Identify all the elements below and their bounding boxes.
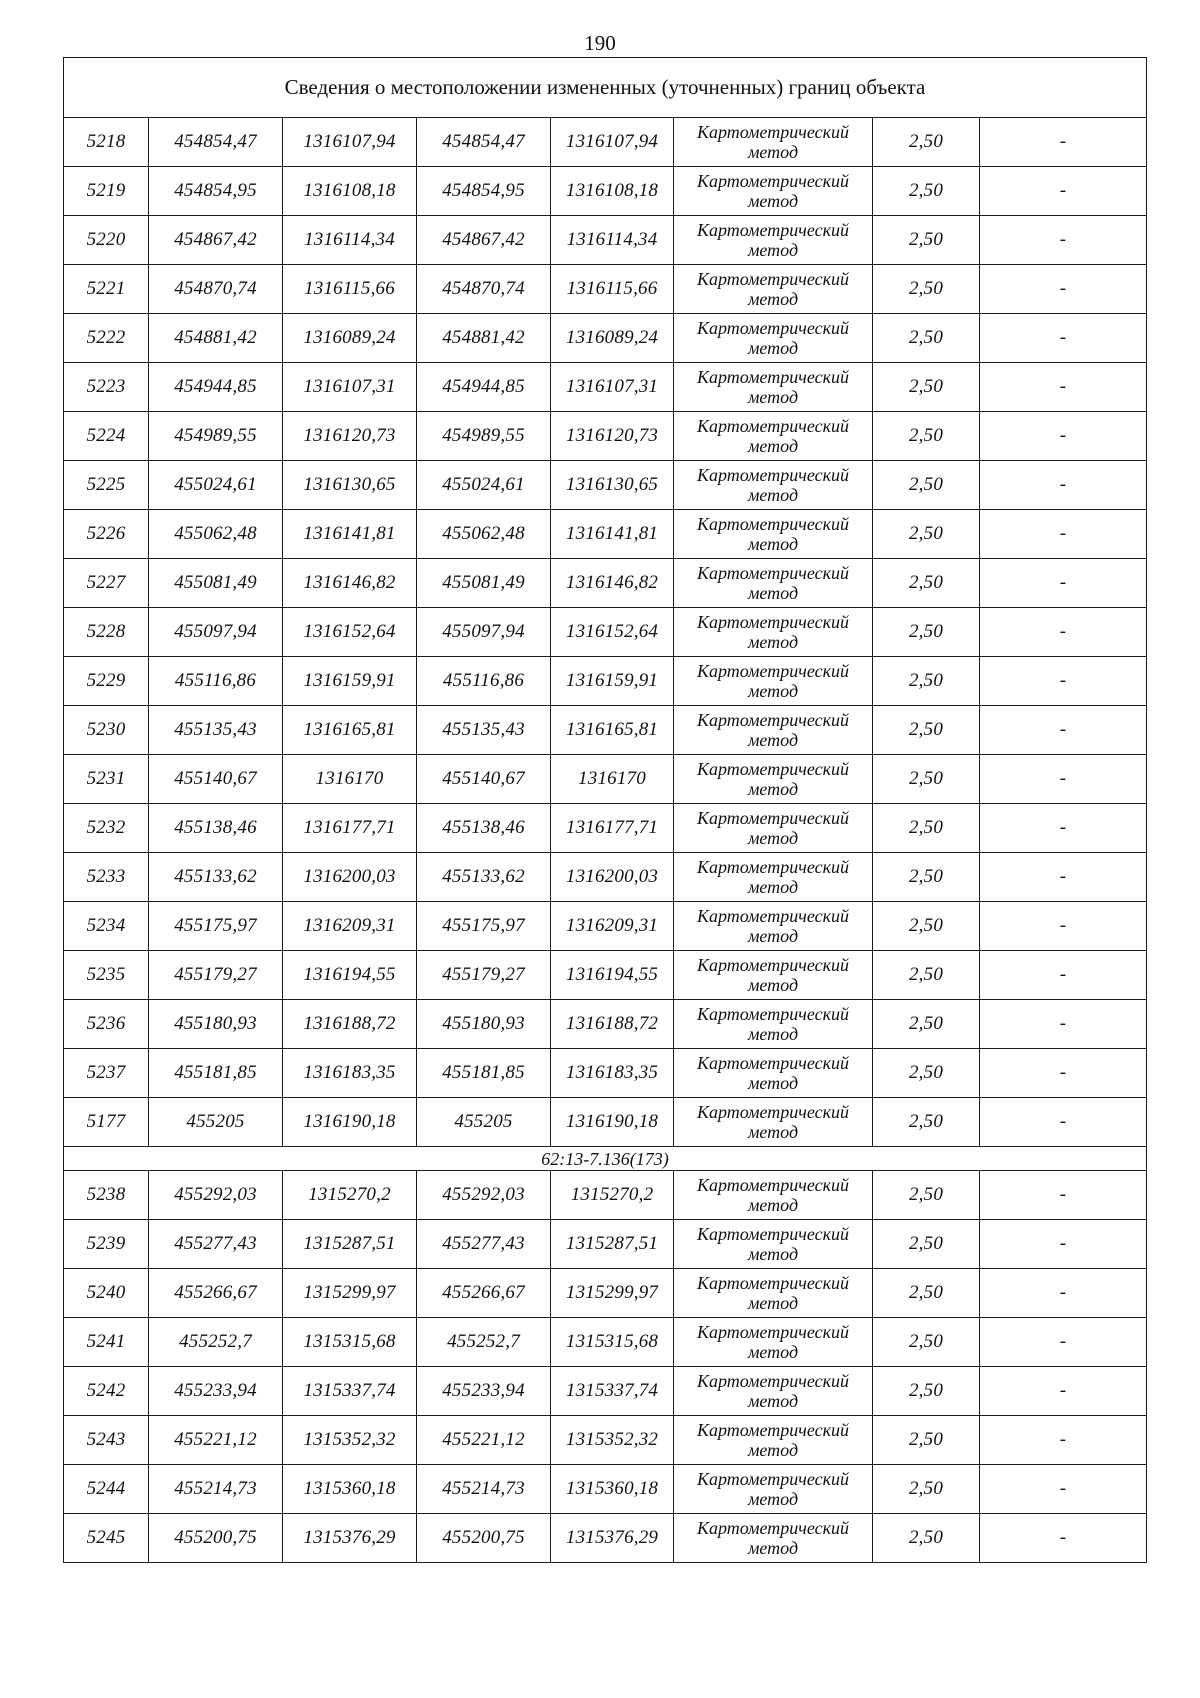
table-row [64,657,1147,706]
table-row [64,1514,1147,1563]
y-refined-cell: 1316120,73 [551,412,674,461]
x-refined-cell: 455097,94 [417,608,551,657]
table-body [64,58,1147,1563]
method-cell: Картометрический метод [674,853,873,902]
method-cell: Картометрический метод [674,706,873,755]
method-cell: Картометрический метод [674,755,873,804]
description-cell: - [980,1049,1147,1098]
x-existing-cell: 455097,94 [149,608,283,657]
point-number-cell: 5222 [64,314,149,363]
x-existing-cell: 455233,94 [149,1367,283,1416]
y-refined-cell: 1316115,66 [551,265,674,314]
method-cell: Картометрический метод [674,510,873,559]
y-existing-cell: 1316170 [283,755,417,804]
y-existing-cell: 1316190,18 [283,1098,417,1147]
table-row [64,755,1147,804]
x-refined-cell: 455138,46 [417,804,551,853]
point-number-cell: 5223 [64,363,149,412]
y-refined-cell: 1316177,71 [551,804,674,853]
y-refined-cell: 1316107,31 [551,363,674,412]
y-existing-cell: 1315376,29 [283,1514,417,1563]
x-refined-cell: 455135,43 [417,706,551,755]
page-number: 190 [584,31,616,55]
x-refined-cell: 454870,74 [417,265,551,314]
table-row [64,608,1147,657]
method-cell: Картометрический метод [674,608,873,657]
description-cell: - [980,755,1147,804]
method-cell: Картометрический метод [674,363,873,412]
x-refined-cell: 455292,03 [417,1171,551,1220]
description-cell: - [980,167,1147,216]
table-row [64,1367,1147,1416]
x-refined-cell: 455181,85 [417,1049,551,1098]
y-existing-cell: 1316115,66 [283,265,417,314]
x-existing-cell: 455179,27 [149,951,283,1000]
x-refined-cell: 455266,67 [417,1269,551,1318]
y-existing-cell: 1315352,32 [283,1416,417,1465]
accuracy-cell: 2,50 [873,216,980,265]
point-number-cell: 5242 [64,1367,149,1416]
x-existing-cell: 455181,85 [149,1049,283,1098]
accuracy-cell: 2,50 [873,314,980,363]
method-cell: Картометрический метод [674,1098,873,1147]
x-refined-cell: 455200,75 [417,1514,551,1563]
x-existing-cell: 455062,48 [149,510,283,559]
point-number-cell: 5224 [64,412,149,461]
point-number-cell: 5241 [64,1318,149,1367]
description-cell: - [980,1465,1147,1514]
x-refined-cell: 455214,73 [417,1465,551,1514]
x-existing-cell: 455135,43 [149,706,283,755]
point-number-cell: 5230 [64,706,149,755]
y-existing-cell: 1316188,72 [283,1000,417,1049]
y-existing-cell: 1315337,74 [283,1367,417,1416]
description-cell: - [980,1367,1147,1416]
x-refined-cell: 455205 [417,1098,551,1147]
point-number-cell: 5232 [64,804,149,853]
accuracy-cell: 2,50 [873,1049,980,1098]
accuracy-cell: 2,50 [873,804,980,853]
table-row [64,1416,1147,1465]
method-cell: Картометрический метод [674,804,873,853]
accuracy-cell: 2,50 [873,1416,980,1465]
accuracy-cell: 2,50 [873,1171,980,1220]
accuracy-cell: 2,50 [873,559,980,608]
table-row [64,1000,1147,1049]
method-cell: Картометрический метод [674,1465,873,1514]
y-refined-cell: 1315337,74 [551,1367,674,1416]
x-existing-cell: 455292,03 [149,1171,283,1220]
method-cell: Картометрический метод [674,265,873,314]
y-existing-cell: 1316107,94 [283,118,417,167]
description-cell: - [980,216,1147,265]
table-row [64,461,1147,510]
table-row [64,1049,1147,1098]
accuracy-cell: 2,50 [873,1465,980,1514]
x-refined-cell: 454854,47 [417,118,551,167]
y-existing-cell: 1315270,2 [283,1171,417,1220]
description-cell: - [980,1416,1147,1465]
description-cell: - [980,1000,1147,1049]
table-row [64,1171,1147,1220]
y-existing-cell: 1316108,18 [283,167,417,216]
y-refined-cell: 1316089,24 [551,314,674,363]
x-refined-cell: 454881,42 [417,314,551,363]
x-existing-cell: 454989,55 [149,412,283,461]
y-refined-cell: 1316188,72 [551,1000,674,1049]
y-existing-cell: 1315299,97 [283,1269,417,1318]
accuracy-cell: 2,50 [873,608,980,657]
y-refined-cell: 1316190,18 [551,1098,674,1147]
x-existing-cell: 454881,42 [149,314,283,363]
x-existing-cell: 455175,97 [149,902,283,951]
method-cell: Картометрический метод [674,1367,873,1416]
x-refined-cell: 455133,62 [417,853,551,902]
description-cell: - [980,1514,1147,1563]
table-row [64,902,1147,951]
table-row [64,1220,1147,1269]
point-number-cell: 5225 [64,461,149,510]
x-existing-cell: 455205 [149,1098,283,1147]
x-existing-cell: 455081,49 [149,559,283,608]
point-number-cell: 5231 [64,755,149,804]
accuracy-cell: 2,50 [873,657,980,706]
description-cell: - [980,1269,1147,1318]
x-existing-cell: 454944,85 [149,363,283,412]
method-cell: Картометрический метод [674,1269,873,1318]
y-existing-cell: 1316200,03 [283,853,417,902]
y-existing-cell: 1316177,71 [283,804,417,853]
description-cell: - [980,363,1147,412]
accuracy-cell: 2,50 [873,706,980,755]
point-number-cell: 5238 [64,1171,149,1220]
method-cell: Картометрический метод [674,412,873,461]
y-existing-cell: 1316114,34 [283,216,417,265]
x-existing-cell: 455277,43 [149,1220,283,1269]
y-existing-cell: 1316209,31 [283,902,417,951]
method-cell: Картометрический метод [674,461,873,510]
method-cell: Картометрический метод [674,167,873,216]
table-row [64,951,1147,1000]
y-refined-cell: 1316183,35 [551,1049,674,1098]
y-refined-cell: 1316170 [551,755,674,804]
accuracy-cell: 2,50 [873,1000,980,1049]
table-row [64,363,1147,412]
table-caption: Сведения о местоположении измененных (уточненных) границ объекта [64,58,1147,118]
section-group-label: 62:13-7.136(173) [64,1147,1147,1171]
x-existing-cell: 455180,93 [149,1000,283,1049]
y-existing-cell: 1316141,81 [283,510,417,559]
method-cell: Картометрический метод [674,1416,873,1465]
table-row [64,1098,1147,1147]
x-refined-cell: 454867,42 [417,216,551,265]
method-cell: Картометрический метод [674,559,873,608]
x-existing-cell: 455214,73 [149,1465,283,1514]
description-cell: - [980,1220,1147,1269]
x-refined-cell: 454854,95 [417,167,551,216]
y-refined-cell: 1316152,64 [551,608,674,657]
x-refined-cell: 455140,67 [417,755,551,804]
description-cell: - [980,853,1147,902]
method-cell: Картометрический метод [674,951,873,1000]
y-refined-cell: 1316200,03 [551,853,674,902]
method-cell: Картометрический метод [674,1318,873,1367]
point-number-cell: 5243 [64,1416,149,1465]
description-cell: - [980,510,1147,559]
y-refined-cell: 1316107,94 [551,118,674,167]
method-cell: Картометрический метод [674,657,873,706]
x-existing-cell: 455024,61 [149,461,283,510]
y-refined-cell: 1315315,68 [551,1318,674,1367]
point-number-cell: 5240 [64,1269,149,1318]
table-row [64,1269,1147,1318]
y-refined-cell: 1316165,81 [551,706,674,755]
description-cell: - [980,265,1147,314]
point-number-cell: 5221 [64,265,149,314]
y-refined-cell: 1315270,2 [551,1171,674,1220]
description-cell: - [980,804,1147,853]
point-number-cell: 5227 [64,559,149,608]
y-refined-cell: 1316108,18 [551,167,674,216]
description-cell: - [980,412,1147,461]
method-cell: Картометрический метод [674,1049,873,1098]
method-cell: Картометрический метод [674,1000,873,1049]
x-refined-cell: 455221,12 [417,1416,551,1465]
description-cell: - [980,902,1147,951]
x-existing-cell: 454854,47 [149,118,283,167]
y-existing-cell: 1316107,31 [283,363,417,412]
description-cell: - [980,559,1147,608]
x-refined-cell: 455277,43 [417,1220,551,1269]
y-refined-cell: 1315299,97 [551,1269,674,1318]
accuracy-cell: 2,50 [873,118,980,167]
y-refined-cell: 1316130,65 [551,461,674,510]
table-row [64,412,1147,461]
method-cell: Картометрический метод [674,118,873,167]
method-cell: Картометрический метод [674,216,873,265]
point-number-cell: 5226 [64,510,149,559]
accuracy-cell: 2,50 [873,951,980,1000]
accuracy-cell: 2,50 [873,461,980,510]
section-group-row [64,1147,1147,1171]
y-existing-cell: 1316146,82 [283,559,417,608]
point-number-cell: 5237 [64,1049,149,1098]
y-refined-cell: 1316141,81 [551,510,674,559]
table-row [64,804,1147,853]
table-row [64,118,1147,167]
description-cell: - [980,1171,1147,1220]
method-cell: Картометрический метод [674,1220,873,1269]
table-row [64,216,1147,265]
x-existing-cell: 455133,62 [149,853,283,902]
method-cell: Картометрический метод [674,1171,873,1220]
description-cell: - [980,951,1147,1000]
y-existing-cell: 1316159,91 [283,657,417,706]
y-existing-cell: 1316152,64 [283,608,417,657]
method-cell: Картометрический метод [674,902,873,951]
table-row [64,706,1147,755]
accuracy-cell: 2,50 [873,1367,980,1416]
accuracy-cell: 2,50 [873,510,980,559]
accuracy-cell: 2,50 [873,1220,980,1269]
table-row [64,1465,1147,1514]
table-row [64,510,1147,559]
x-existing-cell: 455266,67 [149,1269,283,1318]
accuracy-cell: 2,50 [873,363,980,412]
y-existing-cell: 1316183,35 [283,1049,417,1098]
y-refined-cell: 1315287,51 [551,1220,674,1269]
y-refined-cell: 1316209,31 [551,902,674,951]
accuracy-cell: 2,50 [873,853,980,902]
y-refined-cell: 1315360,18 [551,1465,674,1514]
point-number-cell: 5234 [64,902,149,951]
y-refined-cell: 1316194,55 [551,951,674,1000]
boundary-coordinates-table [63,57,1147,1563]
table-row [64,853,1147,902]
x-refined-cell: 454944,85 [417,363,551,412]
point-number-cell: 5244 [64,1465,149,1514]
table-row [64,314,1147,363]
x-existing-cell: 455140,67 [149,755,283,804]
x-existing-cell: 454867,42 [149,216,283,265]
description-cell: - [980,314,1147,363]
accuracy-cell: 2,50 [873,265,980,314]
y-existing-cell: 1316120,73 [283,412,417,461]
y-refined-cell: 1316146,82 [551,559,674,608]
accuracy-cell: 2,50 [873,1514,980,1563]
accuracy-cell: 2,50 [873,1269,980,1318]
accuracy-cell: 2,50 [873,902,980,951]
x-existing-cell: 455138,46 [149,804,283,853]
description-cell: - [980,657,1147,706]
description-cell: - [980,1098,1147,1147]
accuracy-cell: 2,50 [873,1318,980,1367]
accuracy-cell: 2,50 [873,755,980,804]
y-refined-cell: 1315376,29 [551,1514,674,1563]
point-number-cell: 5228 [64,608,149,657]
x-refined-cell: 455081,49 [417,559,551,608]
x-refined-cell: 455233,94 [417,1367,551,1416]
table-caption-row [64,58,1147,118]
point-number-cell: 5177 [64,1098,149,1147]
x-existing-cell: 455221,12 [149,1416,283,1465]
y-existing-cell: 1315287,51 [283,1220,417,1269]
y-existing-cell: 1316089,24 [283,314,417,363]
x-refined-cell: 455116,86 [417,657,551,706]
y-existing-cell: 1316130,65 [283,461,417,510]
x-existing-cell: 454870,74 [149,265,283,314]
x-refined-cell: 455062,48 [417,510,551,559]
x-refined-cell: 455024,61 [417,461,551,510]
description-cell: - [980,706,1147,755]
point-number-cell: 5218 [64,118,149,167]
y-existing-cell: 1315315,68 [283,1318,417,1367]
table-row [64,559,1147,608]
x-refined-cell: 455252,7 [417,1318,551,1367]
point-number-cell: 5239 [64,1220,149,1269]
description-cell: - [980,118,1147,167]
point-number-cell: 5220 [64,216,149,265]
x-existing-cell: 454854,95 [149,167,283,216]
y-existing-cell: 1315360,18 [283,1465,417,1514]
x-refined-cell: 455180,93 [417,1000,551,1049]
x-refined-cell: 455175,97 [417,902,551,951]
y-existing-cell: 1316165,81 [283,706,417,755]
method-cell: Картометрический метод [674,314,873,363]
point-number-cell: 5219 [64,167,149,216]
y-refined-cell: 1316114,34 [551,216,674,265]
table-row [64,1318,1147,1367]
description-cell: - [980,1318,1147,1367]
description-cell: - [980,461,1147,510]
accuracy-cell: 2,50 [873,1098,980,1147]
table-row [64,265,1147,314]
point-number-cell: 5245 [64,1514,149,1563]
point-number-cell: 5233 [64,853,149,902]
accuracy-cell: 2,50 [873,412,980,461]
x-existing-cell: 455200,75 [149,1514,283,1563]
x-existing-cell: 455252,7 [149,1318,283,1367]
method-cell: Картометрический метод [674,1514,873,1563]
y-refined-cell: 1316159,91 [551,657,674,706]
x-refined-cell: 454989,55 [417,412,551,461]
point-number-cell: 5229 [64,657,149,706]
point-number-cell: 5236 [64,1000,149,1049]
table-row [64,167,1147,216]
accuracy-cell: 2,50 [873,167,980,216]
y-existing-cell: 1316194,55 [283,951,417,1000]
y-refined-cell: 1315352,32 [551,1416,674,1465]
description-cell: - [980,608,1147,657]
x-existing-cell: 455116,86 [149,657,283,706]
point-number-cell: 5235 [64,951,149,1000]
x-refined-cell: 455179,27 [417,951,551,1000]
